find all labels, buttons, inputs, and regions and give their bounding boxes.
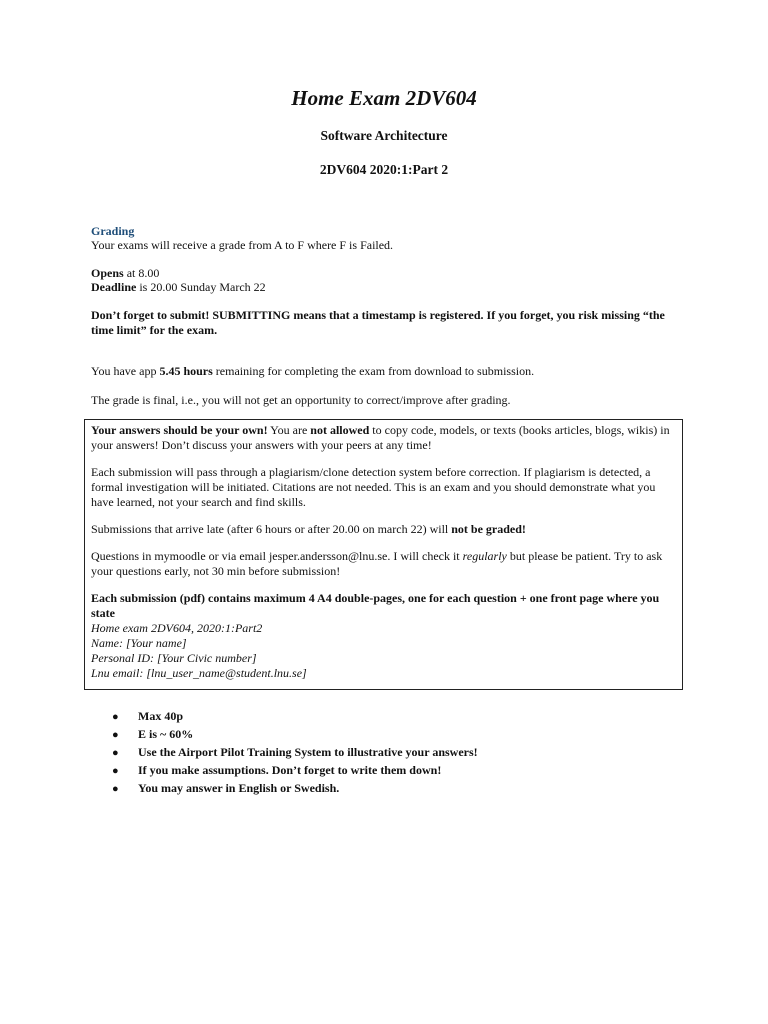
front-page-line: Name: [Your name] xyxy=(91,636,187,650)
deadline-label: Deadline xyxy=(91,280,137,294)
list-item xyxy=(112,744,478,762)
time-prefix: You have app xyxy=(91,364,160,378)
bullet-icon: ● xyxy=(112,729,119,741)
bullet-icon: ● xyxy=(112,783,119,795)
bullet-icon: ● xyxy=(112,711,119,723)
late-prefix: Submissions that arrive late (after 6 hours or after 20.00 on march 22) will xyxy=(91,522,452,536)
document-title: Home Exam 2DV604 xyxy=(291,86,477,110)
deadline-line xyxy=(91,280,681,295)
own-answers-paragraph xyxy=(91,423,676,453)
questions-paragraph xyxy=(91,549,676,579)
course-part: 2DV604 2020:1:Part 2 xyxy=(319,162,449,177)
list-item-text: Use the Airport Pilot Training System to illustrative your answers! xyxy=(138,745,478,759)
list-item-text: You may answer in English or Swedish. xyxy=(138,781,340,795)
list-item xyxy=(112,726,478,744)
front-page-line: Lnu email: [lnu_user_name@student.lnu.se] xyxy=(91,666,307,680)
submit-warning: Don’t forget to submit! SUBMITTING means that a timestamp is registered. If you forget, you risk missing “the time limit” for the exam. xyxy=(91,308,665,337)
opens-line xyxy=(91,266,681,281)
list-item-text: Max 40p xyxy=(138,709,183,723)
list-item xyxy=(112,780,478,798)
deadline-text: is 20.00 Sunday March 22 xyxy=(136,280,266,294)
rules-box xyxy=(84,419,683,690)
front-page-line: Personal ID: [Your Civic number] xyxy=(91,651,257,665)
not-allowed-text: not allowed xyxy=(310,423,370,437)
requirements-list xyxy=(112,708,478,798)
opens-text: at 8.00 xyxy=(123,266,160,280)
list-item xyxy=(112,708,478,726)
front-page-line: Home exam 2DV604, 2020:1:Part2 xyxy=(91,621,263,635)
document-subtitle: Software Architecture xyxy=(320,128,448,143)
bullet-icon: ● xyxy=(112,765,119,777)
final-grade-text: The grade is final, i.e., you will not get an opportunity to correct/improve after grading. xyxy=(91,393,511,407)
late-submission-paragraph xyxy=(91,522,676,537)
questions-italic: regularly xyxy=(462,549,507,563)
time-suffix: remaining for completing the exam from download to submission. xyxy=(212,364,535,378)
time-remaining xyxy=(91,364,681,379)
bullet-icon: ● xyxy=(112,747,119,759)
list-item-text: E is ~ 60% xyxy=(138,727,194,741)
opens-label: Opens xyxy=(91,266,124,280)
submission-format-bold: Each submission (pdf) contains maximum 4 A4 double-pages, one for each question + one front page where you state xyxy=(91,591,660,620)
list-item-text: If you make assumptions. Don’t forget to write them down! xyxy=(138,763,442,777)
questions-prefix: Questions in mymoodle or via email jesper.andersson@lnu.se. I will check it xyxy=(91,549,463,563)
own-answers-mid: You are xyxy=(267,423,311,437)
grading-heading: Grading xyxy=(91,224,135,238)
submission-format-paragraph xyxy=(91,591,676,621)
list-item xyxy=(112,762,478,780)
time-hours: 5.45 hours xyxy=(159,364,213,378)
plagiarism-paragraph: Each submission will pass through a plagiarism/clone detection system before correction. If plagiarism is detected, a formal investigation will be initiated. Citations are not needed. This is an exam and you should demonstrate what you have learned, not your search and find skills. xyxy=(91,465,656,509)
grading-text: Your exams will receive a grade from A to F where F is Failed. xyxy=(91,238,394,252)
own-answers-rest: to copy code, models, or texts (books articles, blogs, wikis) in your answers! Don’t discuss your answers with your peers at any time! xyxy=(91,423,670,452)
own-answers-bold: Your answers should be your own! xyxy=(91,423,268,437)
questions-suffix: but please be patient. Try to ask your questions early, not 30 min before submission! xyxy=(91,549,663,578)
late-bold: not be graded! xyxy=(451,522,526,536)
